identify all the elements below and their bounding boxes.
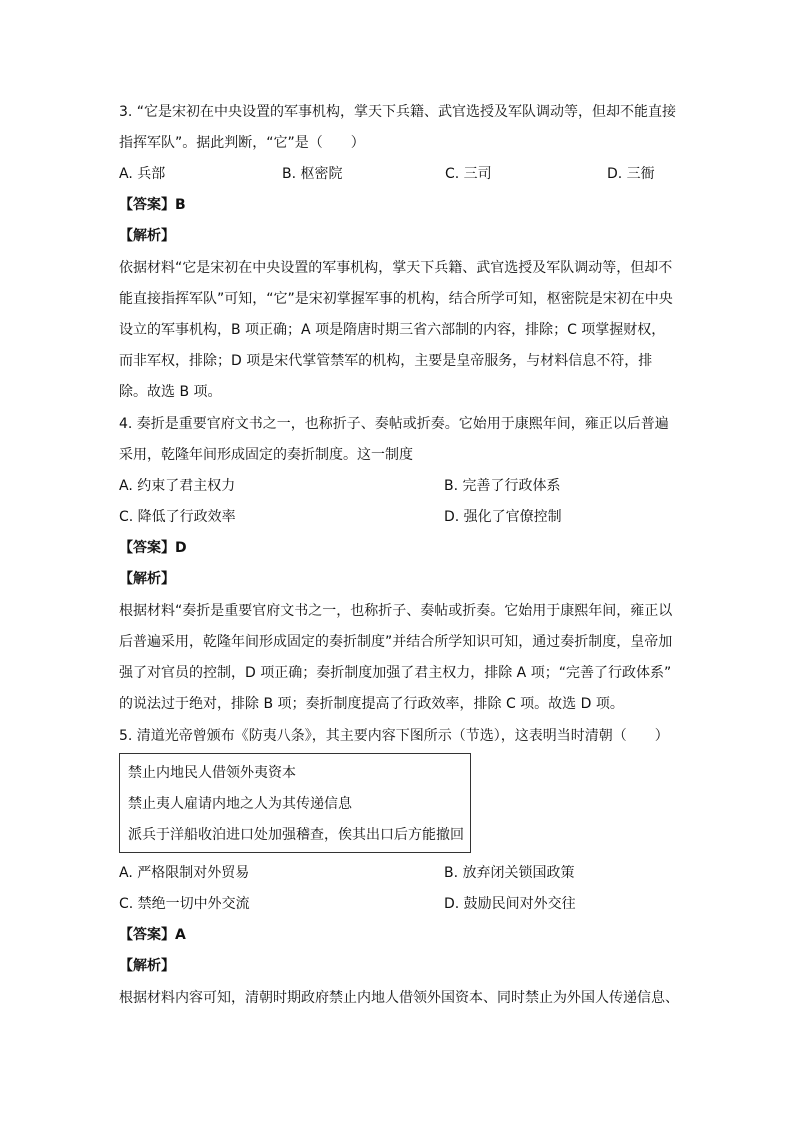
q5-option-d: D. 鼓励民间对外交往 bbox=[444, 896, 576, 912]
q5-option-b: B. 放弃闭关锁国政策 bbox=[444, 865, 575, 881]
q5-analysis-title: 【解析】 bbox=[119, 958, 175, 974]
q5-material-line-1: 禁止内地民人借领外夷资本 bbox=[128, 765, 296, 781]
q3-analysis-title: 【解析】 bbox=[119, 228, 175, 244]
q4-stem-line-1: 4. 奏折是重要官府文书之一，也称折子、奏帖或折奏。它始用于康熙年间，雍正以后普遍 bbox=[119, 416, 669, 432]
q4-option-a: A. 约束了君主权力 bbox=[119, 478, 236, 494]
q3-analysis-line-2: 能直接指挥军队”可知，“它”是宋初掌握军事的机构，结合所学可知，枢密院是宋初在中央 bbox=[119, 291, 673, 307]
q5-material-line-3: 派兵于洋船收泊进口处加强稽查，俟其出口后方能撤回 bbox=[128, 827, 464, 843]
q5-stem-line-1: 5. 清道光帝曾颁布《防夷八条》，其主要内容下图所示（节选），这表明当时清朝（ ） bbox=[119, 728, 669, 744]
q4-option-c: C. 降低了行政效率 bbox=[119, 509, 236, 525]
q3-stem-line-2: 指挥军队”。据此判断，“它”是（ ） bbox=[119, 135, 365, 151]
q5-option-a: A. 严格限制对外贸易 bbox=[119, 865, 250, 881]
q5-answer: 【答案】A bbox=[119, 927, 186, 943]
q3-answer: 【答案】B bbox=[119, 197, 186, 213]
q3-stem-line-1: 3. “它是宋初在中央设置的军事机构，掌天下兵籍、武官选授及军队调动等，但却不能直接 bbox=[119, 104, 677, 120]
q3-analysis-line-1: 依据材料“它是宋初在中央设置的军事机构，掌天下兵籍、武官选授及军队调动等，但却不 bbox=[119, 260, 673, 276]
q4-answer: 【答案】D bbox=[119, 540, 187, 556]
q4-analysis-title: 【解析】 bbox=[119, 571, 175, 587]
q3-analysis-line-4: 而非军权，排除；D 项是宋代掌管禁军的机构，主要是皇帝服务，与材料信息不符，排 bbox=[119, 353, 653, 369]
q3-option-b: B. 枢密院 bbox=[282, 166, 343, 182]
q4-option-d: D. 强化了官僚控制 bbox=[444, 509, 562, 525]
q4-option-b: B. 完善了行政体系 bbox=[444, 478, 561, 494]
q3-option-a: A. 兵部 bbox=[119, 166, 166, 182]
q3-analysis-line-3: 设立的军事机构，B 项正确；A 项是隋唐时期三省六部制的内容，排除；C 项掌握财权， bbox=[119, 322, 666, 338]
q5-material-line-2: 禁止夷人雇请内地之人为其传递信息 bbox=[128, 796, 352, 812]
q5-analysis-line-1: 根据材料内容可知，清朝时期政府禁止内地人借领外国资本、同时禁止为外国人传递信息、 bbox=[119, 990, 679, 1006]
q3-option-d: D. 三衙 bbox=[607, 166, 655, 182]
q5-option-c: C. 禁绝一切中外交流 bbox=[119, 896, 250, 912]
q4-analysis-line-1: 根据材料“奏折是重要官府文书之一，也称折子、奏帖或折奏。它始用于康熙年间，雍正以 bbox=[119, 603, 673, 619]
q3-analysis-line-5: 除。故选 B 项。 bbox=[119, 384, 222, 400]
q3-option-c: C. 三司 bbox=[445, 166, 492, 182]
q4-analysis-line-2: 后普遍采用，乾隆年间形成固定的奏折制度”并结合所学知识可知，通过奏折制度，皇帝加 bbox=[119, 634, 673, 650]
q4-analysis-line-3: 强了对官员的控制，D 项正确；奏折制度加强了君主权力，排除 A 项；“完善了行政体系” bbox=[119, 665, 672, 681]
q5-material-box bbox=[119, 753, 471, 853]
q4-stem-line-2: 采用，乾隆年间形成固定的奏折制度。这一制度 bbox=[119, 447, 413, 463]
q4-analysis-line-4: 的说法过于绝对，排除 B 项；奏折制度提高了行政效率，排除 C 项。故选 D 项。 bbox=[119, 696, 624, 712]
